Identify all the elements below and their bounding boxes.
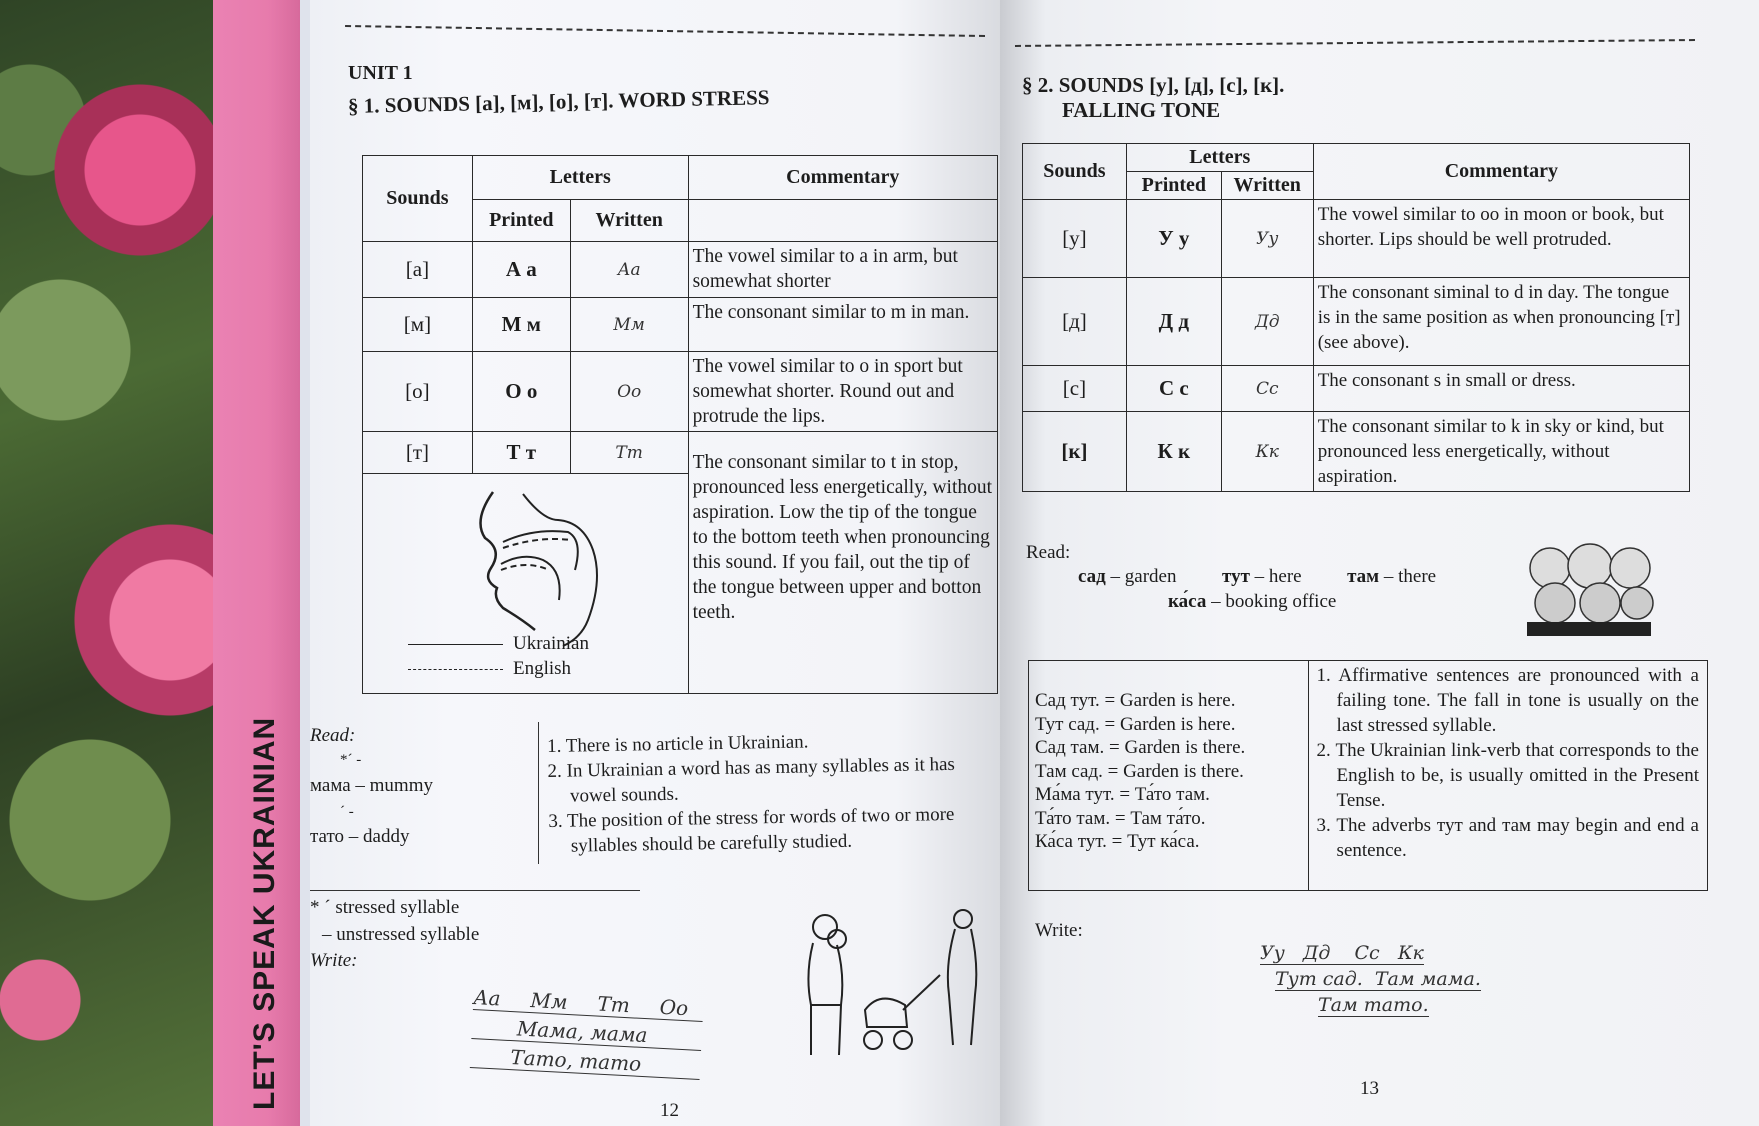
stress-marks: ˊ - — [340, 804, 354, 820]
sounds-table — [1022, 143, 1690, 492]
floral-cover-background — [0, 0, 215, 1126]
write-line: Тут сад. Там мама. — [1275, 968, 1481, 990]
header-letters: Letters — [472, 156, 688, 200]
read-translation: – here — [1249, 566, 1302, 587]
sound-cell: [о] — [363, 352, 473, 432]
top-wavy-rule — [1015, 39, 1695, 51]
mouth-profile-diagram — [463, 480, 763, 650]
read-translation: – there — [1379, 566, 1437, 587]
header-commentary-blank — [688, 200, 997, 242]
write-label: Write: — [310, 950, 358, 971]
read-word-tato: тато – daddy — [310, 826, 410, 847]
header-sounds: Sounds — [363, 156, 473, 242]
sentence: Ка́са тут. = Тут ка́са. — [1035, 831, 1200, 852]
section-subtitle: FALLING TONE — [1062, 98, 1221, 122]
read-word: там — [1347, 566, 1380, 587]
footnote-unstressed: – unstressed syllable — [322, 924, 480, 945]
stress-marks: *ˊ - — [340, 752, 362, 768]
sounds-table — [362, 155, 998, 694]
written-cell: Оо — [570, 352, 688, 432]
sound-cell: [м] — [363, 298, 473, 352]
write-letter: Мм — [529, 988, 569, 1014]
legend-english: English — [513, 658, 572, 679]
header-letters: Letters — [1126, 144, 1313, 172]
table-row — [1023, 278, 1690, 366]
commentary-cell: The consonant siminal to d in day. The tongue is in the same position as when pronouncing [т] (see above). — [1313, 278, 1689, 366]
written-cell: Уу — [1221, 200, 1313, 278]
printed-cell: К к — [1126, 412, 1221, 492]
sentences-notes-box — [1028, 660, 1708, 891]
ukrainian-legend-line — [408, 644, 503, 645]
sentence: Тут сад. = Garden is here. — [1035, 713, 1236, 735]
right-page — [1000, 0, 1759, 1126]
header-written: Written — [1221, 172, 1313, 200]
printed-cell: Т т — [472, 432, 570, 474]
read-words-line2 — [1168, 589, 1336, 614]
sound-cell: [д] — [1023, 278, 1127, 366]
page-number: 13 — [1360, 1078, 1379, 1099]
sound-cell: [у] — [1023, 200, 1127, 278]
rule-item: 1. There is no article in Ukrainian. — [546, 731, 809, 758]
read-translation: – booking office — [1206, 591, 1337, 612]
written-cell: Аа — [570, 242, 688, 298]
printed-cell: М м — [472, 298, 570, 352]
sentence: Сад там. = Garden is there. — [1035, 737, 1246, 758]
rules-list — [547, 726, 999, 859]
commentary-cell: The consonant s in small or dress. — [1313, 366, 1689, 412]
written-cell: Сс — [1221, 366, 1313, 412]
read-word: сад — [1078, 566, 1106, 587]
legend-ukrainian: Ukrainian — [513, 633, 589, 654]
printed-cell: У у — [1126, 200, 1221, 278]
notes-cell — [1308, 661, 1707, 891]
written-cell: Кк — [1221, 412, 1313, 492]
rule-item: 2. In Ukrainian a word has as many syllables as it has vowel sounds. — [547, 753, 956, 807]
table-row — [1023, 200, 1690, 278]
header-commentary: Commentary — [1313, 144, 1689, 200]
table-row — [1023, 366, 1690, 412]
table-row — [1023, 412, 1690, 492]
commentary-cell: The vowel similar to oo in moon or book, but shorter. Lips should be well protruded. — [1313, 200, 1689, 278]
commentary-cell: The consonant similar to k in sky or kind, but pronounced less energetically, without aspiration. — [1313, 412, 1689, 492]
table-row — [363, 242, 998, 298]
write-letter: Тт — [596, 991, 631, 1018]
write-lines — [470, 985, 704, 1080]
rules-divider — [538, 722, 539, 864]
read-word: тут — [1221, 566, 1250, 587]
section-title: § 2. SOUNDS [у], [д], [с], [к]. — [1022, 73, 1285, 97]
write-line: Там тато. — [1318, 994, 1429, 1016]
sound-cell: [а] — [363, 242, 473, 298]
read-word: ка́са — [1168, 591, 1207, 612]
top-wavy-rule — [345, 25, 985, 41]
commentary-cell: The vowel similar to a in arm, but somewhat shorter — [688, 242, 997, 298]
read-translation: – garden — [1105, 566, 1177, 587]
note-item: 1. Affirmative sentences are pronounced with a failing tone. The fall in tone is usually on the last stressed syllable. — [1316, 665, 1699, 736]
commentary-cell: The consonant similar to t in stop, pronounced less energetically, without aspiration. Low the tip of the tongue to the bottom teeth when pronouncing this sound. If you fail, out the tip of the tongue between upper and botton teeth. — [688, 432, 997, 694]
written-cell: Мм — [570, 298, 688, 352]
mouth-diagram-cell — [363, 474, 689, 694]
header-commentary: Commentary — [688, 156, 997, 200]
header-sounds: Sounds — [1023, 144, 1127, 200]
header-printed: Printed — [1126, 172, 1221, 200]
header-written: Written — [570, 200, 688, 242]
rule-item: 3. The position of the stress for words of two or more syllables should be carefully studied. — [548, 803, 955, 857]
write-letter: Аа — [472, 985, 502, 1011]
table-row — [363, 352, 998, 432]
sound-cell: [т] — [363, 432, 473, 474]
read-label: Read: — [310, 725, 356, 746]
garden-illustration — [1525, 518, 1655, 643]
commentary-cell: The vowel similar to o in sport but somewhat shorter. Round out and protrude the lips. — [688, 352, 997, 432]
section-title: § 1. SOUNDS [а], [м], [о], [т]. WORD STRESS — [347, 85, 770, 118]
header-printed: Printed — [472, 200, 570, 242]
sound-cell: [с] — [1023, 366, 1127, 412]
family-illustration — [785, 905, 995, 1075]
sentences-cell — [1029, 661, 1309, 891]
write-line: Уу Дд Сс Кк — [1260, 942, 1424, 964]
english-legend-line — [408, 669, 503, 670]
left-page — [310, 0, 1000, 1126]
note-item: 2. The Ukrainian link-verb that corresponds to the English to be, is usually omitted in the Present Tense. — [1316, 740, 1699, 811]
written-cell: Дд — [1221, 278, 1313, 366]
write-label: Write: — [1035, 920, 1083, 941]
unit-heading: UNIT 1 — [348, 62, 413, 84]
sentence: Сад тут. = Garden is here. — [1035, 690, 1236, 711]
write-letter: Оо — [659, 994, 689, 1021]
sentence: Ма́ма тут. = Та́то там. — [1035, 784, 1210, 805]
write-line: Тато, тато — [470, 1043, 701, 1080]
written-cell: Тт — [570, 432, 688, 474]
read-label: Read: — [1026, 542, 1071, 563]
sound-cell: [к] — [1023, 412, 1127, 492]
printed-cell: Д д — [1126, 278, 1221, 366]
table-row — [363, 298, 998, 352]
printed-cell: А а — [472, 242, 570, 298]
note-item: 3. The adverbs тут and там may begin and end a sentence. — [1316, 815, 1699, 861]
write-line: Мама, мама — [471, 1014, 702, 1051]
footnote-rule — [310, 890, 640, 891]
sentence: Та́то там. = Там та́то. — [1035, 807, 1206, 829]
commentary-cell: The consonant similar to m in man. — [688, 298, 997, 352]
spine-title: LET'S SPEAK UKRAINIAN — [248, 716, 281, 1110]
spine-strip — [300, 0, 310, 1126]
printed-cell: О о — [472, 352, 570, 432]
page-number: 12 — [660, 1100, 679, 1121]
read-word-mama: мама – mummy — [310, 775, 433, 796]
table-row — [363, 432, 998, 474]
read-words-line1 — [1078, 564, 1436, 589]
printed-cell: С с — [1126, 366, 1221, 412]
sentence: Там сад. = Garden is there. — [1035, 760, 1244, 782]
footnote-stressed: * ˊ stressed syllable — [310, 897, 460, 918]
